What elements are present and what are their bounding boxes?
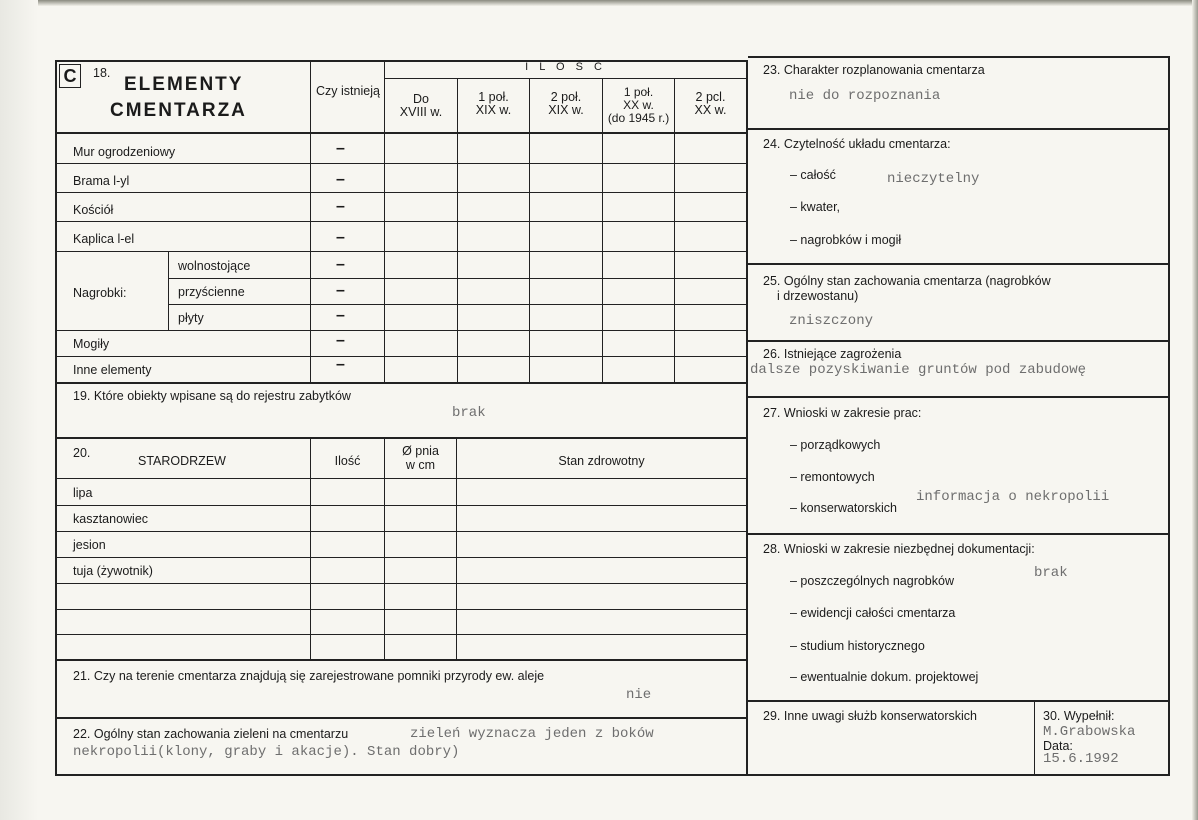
col-period-5: 2 pcl. XX w. [694, 90, 727, 117]
q30-date-label: Data: [1043, 739, 1073, 753]
row-label-brama: Brama l-yl [73, 174, 130, 188]
tree-jesion: jesion [73, 538, 106, 552]
col-period-1: Do XVIII w. [399, 92, 443, 119]
exists-mogily: – [336, 332, 345, 349]
q23-value: nie do rozpoznania [789, 88, 941, 104]
row-label-mogily: Mogiły [73, 337, 110, 351]
q24-label: 24. Czytelność układu cmentarza: [763, 137, 951, 151]
section-number: 18. [93, 66, 111, 80]
tree-lipa: lipa [73, 486, 93, 500]
col-exists-header: Czy istnieją [316, 84, 380, 98]
exists-przyscienne: – [336, 282, 345, 299]
q22-value-line2: nekropolii(klony, graby i akacje). Stan dobry) [73, 744, 460, 760]
q20-number: 20. [73, 446, 91, 460]
q21-label: 21. Czy na terenie cmentarza znajdują się zarejestrowane pomniki przyrody ew. aleje [73, 669, 545, 683]
col-period-3: 2 poł. XIX w. [548, 90, 584, 117]
q29-label: 29. Inne uwagi służb konserwatorskich [763, 709, 978, 723]
col-period-2: 1 poł. XIX w. [475, 90, 512, 117]
scan-right-edge [1192, 0, 1198, 820]
q28-item-ewidencji: – ewidencji całości cmentarza [790, 606, 956, 620]
section-title-line2: CMENTARZA [110, 100, 247, 121]
col-period-4: 1 poł. XX w. (do 1945 r.) [607, 85, 670, 125]
tree-kasztanowiec: kasztanowiec [73, 512, 149, 526]
q27-value: informacja o nekropolii [916, 489, 1110, 505]
section-letter-box: C [59, 64, 81, 88]
q24-item-kwater: – kwater, [790, 200, 841, 214]
q20-col-ilosc: Ilość [334, 454, 361, 468]
row-label-kaplica: Kaplica l-el [73, 232, 135, 246]
q23-label: 23. Charakter rozplanowania cmentarza [763, 63, 985, 77]
exists-brama: – [336, 171, 345, 188]
q22-value-line1: zieleń wyznacza jeden z boków [410, 726, 654, 742]
q24-item-nagrobkow: – nagrobków i mogił [790, 233, 902, 247]
q28-item-projektowej: – ewentualnie dokum. projektowej [790, 670, 979, 684]
q19-label: 19. Które obiekty wpisane są do rejestru zabytków [73, 389, 351, 403]
q25-value: zniszczony [789, 313, 874, 329]
exists-kaplica: – [336, 229, 345, 246]
q24-item-calosc: – całość [790, 168, 836, 182]
q19-value: brak [452, 405, 486, 421]
q24-value-calosc: nieczytelny [887, 171, 980, 187]
section-title-line1: ELEMENTY [124, 74, 244, 95]
row-label-mur: Mur ogrodzeniowy [73, 145, 176, 159]
row-label-plyty: płyty [178, 311, 204, 325]
row-label-wolnostojace: wolnostojące [178, 259, 251, 273]
row-label-inne: Inne elementy [73, 363, 152, 377]
col-ilosc-header: I L O Ś Ć [525, 61, 606, 73]
exists-wolnostojace: – [336, 256, 345, 273]
exists-mur: – [336, 140, 345, 157]
q30-date: 15.6.1992 [1043, 751, 1119, 767]
q27-item-remontowych: – remontowych [790, 470, 875, 484]
q22-label: 22. Ogólny stan zachowania zieleni na cmentarzu [73, 727, 349, 741]
q20-col-pnia: Ø pnia w cm [402, 444, 439, 472]
q20-title: STARODRZEW [138, 454, 226, 468]
q30-name: M.Grabowska [1043, 724, 1136, 740]
q20-col-stan: Stan zdrowotny [558, 454, 645, 468]
row-label-nagrobki: Nagrobki: [73, 286, 127, 300]
exists-kosciol: – [336, 198, 345, 215]
q28-item-studium: – studium historycznego [790, 639, 925, 653]
q27-item-porzadkowych: – porządkowych [790, 438, 881, 452]
exists-inne: – [336, 356, 345, 373]
exists-plyty: – [336, 307, 345, 324]
q30-label: 30. Wypełnił: [1043, 709, 1115, 723]
q26-value: dalsze pozyskiwanie gruntów pod zabudowę [750, 362, 1087, 378]
q28-item-nagrobkow: – poszczególnych nagrobków [790, 574, 954, 588]
q27-label: 27. Wnioski w zakresie prac: [763, 406, 922, 420]
q28-value: brak [1034, 565, 1068, 581]
scan-left-edge [0, 0, 38, 820]
scan-top-edge [0, 0, 1198, 6]
row-label-kosciol: Kościół [73, 203, 114, 217]
q25-label-line2: i drzewostanu) [777, 289, 859, 303]
row-label-przyscienne: przyścienne [178, 285, 245, 299]
q21-value: nie [626, 687, 652, 703]
q26-label: 26. Istniejące zagrożenia [763, 347, 902, 361]
q27-item-konserwatorskich: – konserwatorskich [790, 501, 897, 515]
q25-label-line1: 25. Ogólny stan zachowania cmentarza (nagrobków [763, 274, 1051, 288]
q28-label: 28. Wnioski w zakresie niezbędnej dokumentacji: [763, 542, 1035, 556]
tree-tuja: tuja (żywotnik) [73, 564, 153, 578]
